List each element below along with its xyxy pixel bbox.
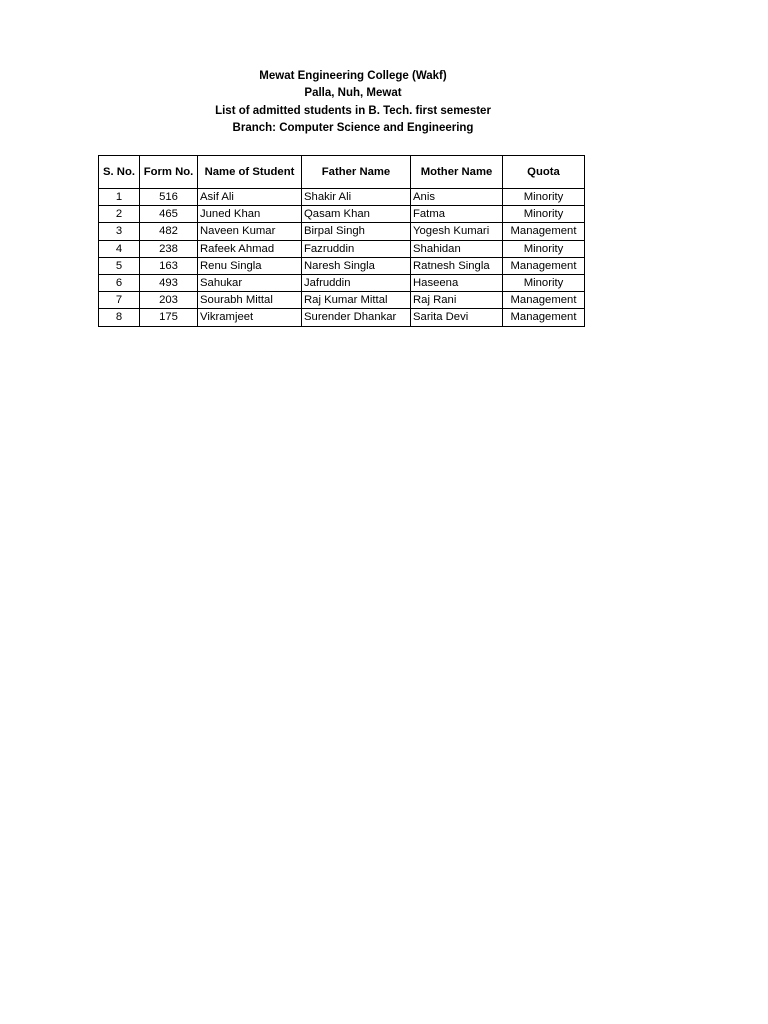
- cell-sno: 4: [99, 240, 140, 257]
- cell-student-name: Asif Ali: [198, 189, 302, 206]
- column-header-mother-name: Mother Name: [411, 156, 503, 189]
- table-header-row: [99, 156, 585, 189]
- column-header-form-no: Form No.: [140, 156, 198, 189]
- college-address: Palla, Nuh, Mewat: [304, 87, 402, 100]
- table-row: [99, 240, 585, 257]
- cell-mother-name: Yogesh Kumari: [411, 223, 503, 240]
- cell-sno: 8: [99, 309, 140, 326]
- cell-student-name: Naveen Kumar: [198, 223, 302, 240]
- college-name: Mewat Engineering College (Wakf): [259, 70, 447, 82]
- cell-form-no: 482: [140, 223, 198, 240]
- column-header-student-name: Name of Student: [198, 156, 302, 189]
- cell-father-name: Birpal Singh: [302, 223, 411, 240]
- cell-mother-name: Raj Rani: [411, 292, 503, 309]
- column-header-quota: Quota: [503, 156, 585, 189]
- table-row: [99, 206, 585, 223]
- cell-sno: 6: [99, 274, 140, 291]
- cell-form-no: 238: [140, 240, 198, 257]
- table-row: [99, 274, 585, 291]
- students-table: [98, 155, 585, 327]
- cell-student-name: Sahukar: [198, 274, 302, 291]
- table-row: [99, 223, 585, 240]
- cell-form-no: 163: [140, 257, 198, 274]
- table-row: [99, 189, 585, 206]
- cell-student-name: Rafeek Ahmad: [198, 240, 302, 257]
- cell-mother-name: Shahidan: [411, 240, 503, 257]
- cell-father-name: Qasam Khan: [302, 206, 411, 223]
- cell-student-name: Sourabh Mittal: [198, 292, 302, 309]
- cell-father-name: Jafruddin: [302, 274, 411, 291]
- cell-quota: Management: [503, 309, 585, 326]
- cell-quota: Management: [503, 223, 585, 240]
- cell-form-no: 175: [140, 309, 198, 326]
- cell-sno: 7: [99, 292, 140, 309]
- cell-quota: Minority: [503, 206, 585, 223]
- cell-father-name: Shakir Ali: [302, 189, 411, 206]
- cell-father-name: Raj Kumar Mittal: [302, 292, 411, 309]
- cell-quota: Management: [503, 257, 585, 274]
- cell-quota: Minority: [503, 274, 585, 291]
- cell-student-name: Juned Khan: [198, 206, 302, 223]
- cell-form-no: 516: [140, 189, 198, 206]
- list-title: List of admitted students in B. Tech. first semester: [215, 104, 491, 117]
- table-row: [99, 292, 585, 309]
- cell-student-name: Vikramjeet: [198, 309, 302, 326]
- cell-sno: 5: [99, 257, 140, 274]
- cell-sno: 3: [99, 223, 140, 240]
- cell-form-no: 203: [140, 292, 198, 309]
- cell-sno: 2: [99, 206, 140, 223]
- column-header-sno: S. No.: [99, 156, 140, 189]
- cell-quota: Minority: [503, 240, 585, 257]
- document-header: [0, 68, 706, 137]
- branch-title: Branch: Computer Science and Engineering: [232, 121, 474, 134]
- cell-mother-name: Ratnesh Singla: [411, 257, 503, 274]
- cell-quota: Management: [503, 292, 585, 309]
- column-header-father-name: Father Name: [302, 156, 411, 189]
- cell-father-name: Naresh Singla: [302, 257, 411, 274]
- cell-mother-name: Fatma: [411, 206, 503, 223]
- cell-father-name: Surender Dhankar: [302, 309, 411, 326]
- cell-form-no: 465: [140, 206, 198, 223]
- cell-mother-name: Haseena: [411, 274, 503, 291]
- cell-quota: Minority: [503, 189, 585, 206]
- table-row: [99, 309, 585, 326]
- cell-father-name: Fazruddin: [302, 240, 411, 257]
- cell-mother-name: Anis: [411, 189, 503, 206]
- table-row: [99, 257, 585, 274]
- cell-form-no: 493: [140, 274, 198, 291]
- cell-sno: 1: [99, 189, 140, 206]
- cell-student-name: Renu Singla: [198, 257, 302, 274]
- cell-mother-name: Sarita Devi: [411, 309, 503, 326]
